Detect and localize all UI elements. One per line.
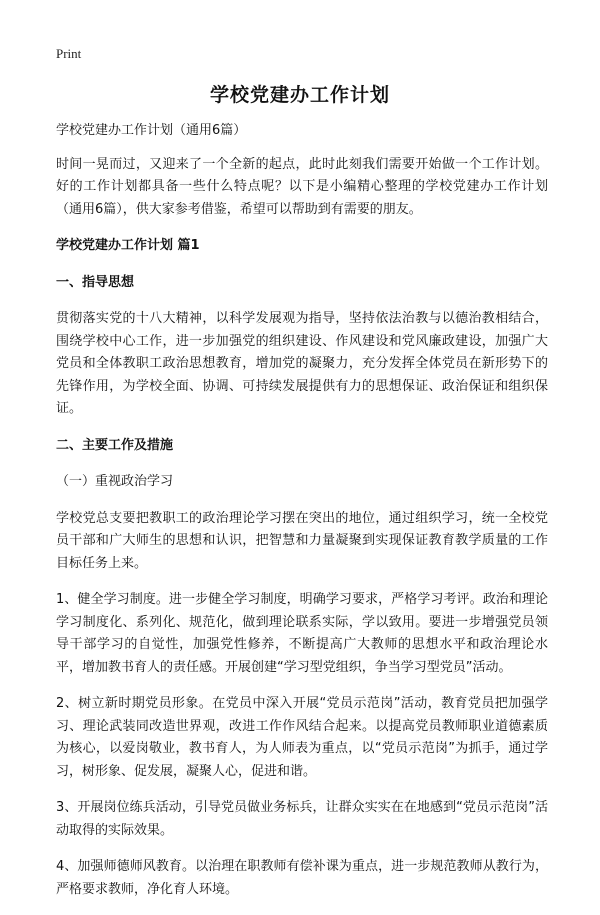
section-heading: 学校党建办工作计划 篇1 bbox=[56, 238, 200, 253]
print-link[interactable]: Print bbox=[56, 46, 82, 61]
political-study-paragraph: 学校党总支要把教职工的政治理论学习摆在突出的地位，通过组织学习，统一全校党员干部和广大师生的思想和认识，把智慧和力量凝聚到实现保证教育教学质量的工作目标任务上来。 bbox=[56, 510, 548, 571]
political-study-heading: （一）重视政治学习 bbox=[56, 474, 174, 489]
guiding-thought-paragraph: 贯彻落实党的十八大精神，以科学发展观为指导，坚持依法治教与以德治教相结合，围绕学校中心工作，进一步加强党的组织建设、作风建设和党风廉政建设，加强广大党员和全体教职工政治思想教育，增加党的凝聚力，充分发挥全体党员在新形势下的先锋作用，为学校全面、协调、可持续发展提供有力的思想保证、政治保证和组织保证。 bbox=[56, 311, 548, 416]
list-item: 1、健全学习制度。进一步健全学习制度，明确学习要求，严格学习考评。政治和理论学习制度化、系列化、规范化，做到理论联系实际，学以致用。要进一步增强党员领导干部学习的自觉性，加强党性修养，不断提高广大教师的思想水平和政治理论水平，增加教书育人的责任感。开展创建“学习型党组织，争当学习型党员”活动。 bbox=[56, 592, 548, 675]
document-subtitle: 学校党建办工作计划（通用6篇） bbox=[56, 123, 247, 138]
intro-paragraph: 时间一晃而过，又迎来了一个全新的起点，此时此刻我们需要开始做一个工作计划。好的工作计划都具备一些什么特点呢？以下是小编精心整理的学校党建办工作计划（通用6篇），供大家参考借鉴，希望可以帮助到有需要的朋友。 bbox=[56, 156, 548, 217]
list-item: 2、树立新时期党员形象。在党员中深入开展“党员示范岗”活动，教育党员把加强学习、理论武装同改造世界观，改进工作作风结合起来。以提高党员教师职业道德素质为核心，以爱岗敬业，教书育人，为人师表为重点，以“党员示范岗”为抓手，通过学习，树形象、促发展，凝聚人心，促进和谐。 bbox=[56, 696, 548, 779]
main-work-heading: 二、主要工作及措施 bbox=[56, 437, 174, 453]
document-body bbox=[56, 120, 548, 915]
document-title: 学校党建办工作计划 bbox=[209, 84, 390, 106]
list-item: 4、加强师德师风教育。以治理在职教师有偿补课为重点，进一步规范教师从教行为，严格要求教师，净化育人环境。 bbox=[56, 859, 548, 897]
list-item: 3、开展岗位练兵活动，引导党员做业务标兵，让群众实实在在地感到“党员示范岗”活动取得的实际效果。 bbox=[56, 800, 548, 838]
guiding-thought-heading: 一、指导思想 bbox=[56, 274, 135, 290]
